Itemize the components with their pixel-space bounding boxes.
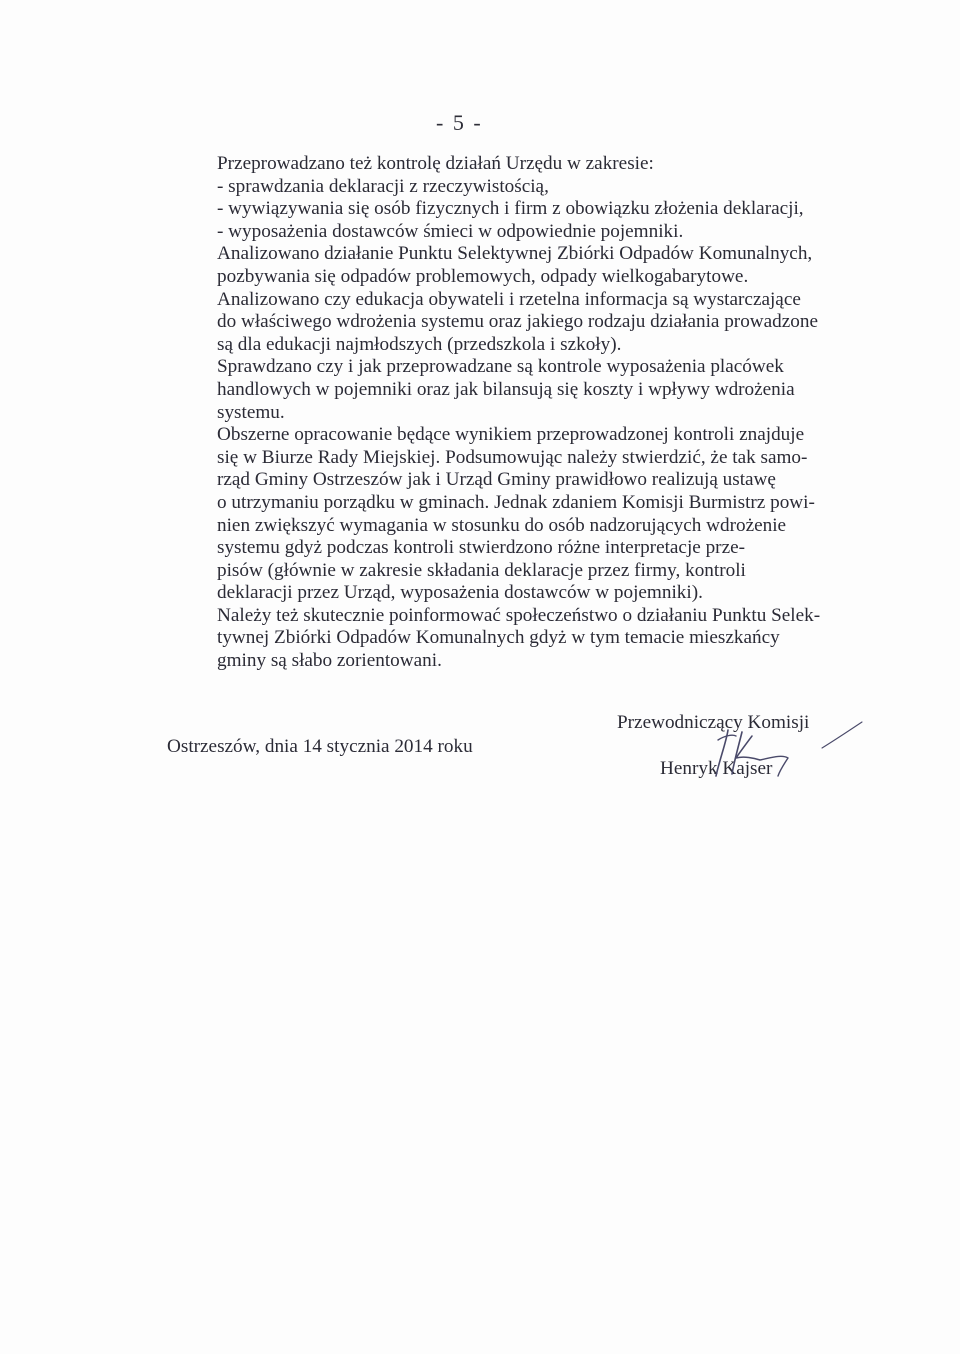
body-line: systemu. bbox=[217, 401, 285, 423]
body-line: systemu gdyż podczas kontroli stwierdzono różne interpretacje prze- bbox=[217, 537, 745, 559]
body-line: Analizowano działanie Punktu Selektywnej Zbiórki Odpadów Komunalnych, bbox=[217, 243, 813, 265]
body-line: pozbywania się odpadów problemowych, odpady wielkogabarytowe. bbox=[217, 265, 749, 287]
body-line: Analizowano czy edukacja obywateli i rzetelna informacja są wystarczające bbox=[217, 288, 801, 310]
body-line: tywnej Zbiórki Odpadów Komunalnych gdyż w tym temacie mieszkańcy bbox=[217, 627, 780, 649]
body-line: - wyposażenia dostawców śmieci w odpowiednie pojemniki. bbox=[217, 220, 684, 242]
signature-stroke bbox=[736, 736, 760, 760]
body-line: nien zwiększyć wymagania w stosunku do osób nadzorujących wdrożenie bbox=[217, 514, 787, 536]
body-line: handlowych w pojemniki oraz jak bilansują się koszty i wpływy wdrożenia bbox=[217, 378, 795, 400]
place-and-date: Ostrzeszów, dnia 14 stycznia 2014 roku bbox=[167, 736, 473, 757]
body-line: - sprawdzania deklaracji z rzeczywistością, bbox=[217, 175, 549, 197]
body-line: rząd Gminy Ostrzeszów jak i Urząd Gminy prawidłowo realizują ustawę bbox=[217, 469, 776, 491]
body-line: do właściwego wdrożenia systemu oraz jakiego rodzaju działania prowadzone bbox=[217, 311, 818, 333]
body-line: Należy też skutecznie poinformować społeczeństwo o działaniu Punktu Selek- bbox=[217, 604, 821, 626]
body-line: Obszerne opracowanie będące wynikiem przeprowadzonej kontroli znajduje bbox=[217, 424, 805, 446]
body-line: Sprawdzano czy i jak przeprowadzane są kontrole wyposażenia placówek bbox=[217, 356, 784, 378]
body-line: są dla edukacji najmłodszych (przedszkola i szkoły). bbox=[217, 333, 622, 355]
page-number: - 5 - bbox=[436, 110, 483, 135]
body-line: o utrzymaniu porządku w gminach. Jednak zdaniem Komisji Burmistrz powi- bbox=[217, 491, 815, 513]
body-line: deklaracji przez Urząd, wyposażenia dostawców w pojemniki). bbox=[217, 582, 703, 604]
signatory-title: Przewodniczący Komisji bbox=[617, 712, 810, 733]
signature-stroke bbox=[718, 735, 736, 740]
body-line: pisów (głównie w zakresie składania deklaracje przez firmy, kontroli bbox=[217, 559, 746, 581]
body-line: gminy są słabo zorientowani. bbox=[217, 650, 442, 672]
signatory-name: Henryk Kajser bbox=[660, 758, 773, 779]
body-line: się w Biurze Rady Miejskiej. Podsumowując należy stwierdzić, że tak samo- bbox=[217, 446, 808, 468]
report-body bbox=[217, 153, 837, 673]
body-line: - wywiązywania się osób fizycznych i firm z obowiązku złożenia deklaracji, bbox=[217, 198, 804, 220]
body-line: Przeprowadzano też kontrolę działań Urzędu w zakresie: bbox=[217, 153, 654, 174]
signature-stroke bbox=[822, 722, 862, 748]
